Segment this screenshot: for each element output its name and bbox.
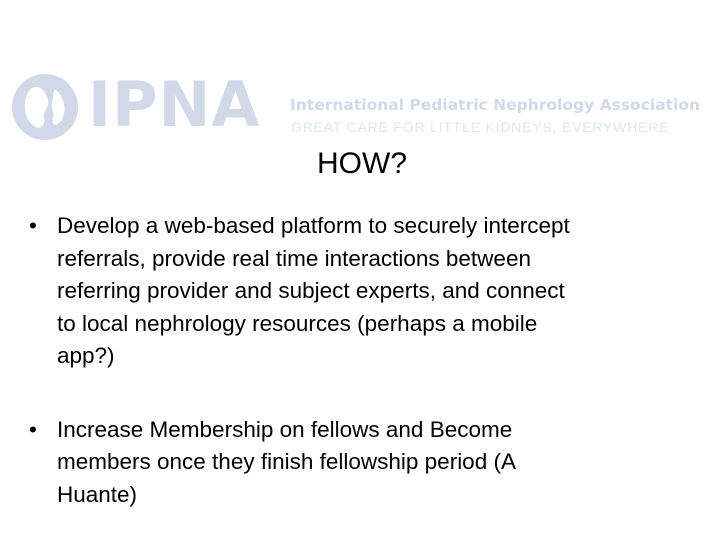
bullet-line: referring provider and subject experts, and connect — [57, 278, 565, 303]
bullet-item — [26, 414, 696, 512]
ipna-tagline: GREAT CARE FOR LITTLE KIDNEYS, EVERYWHERE — [291, 119, 670, 135]
ipna-full-name: International Pediatric Nephrology Association — [290, 96, 701, 114]
slide-title: HOW? — [317, 147, 407, 180]
bullet-line: referrals, provide real time interactions between — [57, 245, 531, 271]
bullet-line: Increase Membership on fellows and Become — [57, 416, 513, 442]
bullet-list — [26, 210, 696, 511]
bullet-line: Develop a web-based platform to securely intercept — [57, 213, 570, 238]
ipna-acronym: IPNA — [88, 68, 261, 141]
bullet-marker: • — [29, 416, 37, 442]
bullet-line: app?) — [57, 343, 115, 368]
bullet-line: Huante) — [57, 481, 138, 507]
bullet-line: members once they finish fellowship period (A — [57, 449, 516, 474]
bullet-item — [26, 210, 696, 373]
bullet-line: to local nephrology resources (perhaps a mobile — [57, 310, 538, 336]
ipna-kidney-globe-icon — [10, 72, 80, 142]
slide-title-container — [0, 140, 720, 188]
bullet-marker: • — [29, 213, 37, 238]
